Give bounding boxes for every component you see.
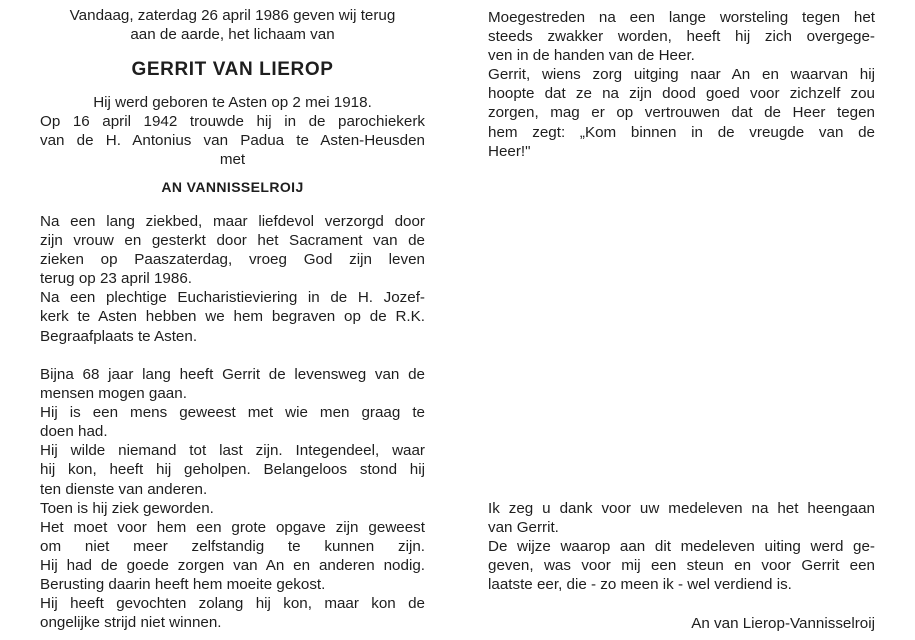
life-paragraph bbox=[40, 365, 425, 632]
text-line: terug op 23 april 1986. bbox=[40, 270, 192, 288]
intro-line: aan de aarde, het lichaam van bbox=[130, 26, 335, 44]
text-line: hoopte dat ze na zijn dood goed voor zichzelf zou bbox=[488, 85, 875, 103]
text-line: Berusting daarin heeft hem moeite gekost. bbox=[40, 576, 326, 594]
text-line: Ik zeg u dank voor uw medeleven na het heengaan bbox=[488, 500, 875, 517]
text-line: Na een lang ziekbed, maar liefdevol verzorgd door bbox=[40, 213, 425, 230]
text-line: Hij heeft gevochten zolang hij kon, maar kon de bbox=[40, 595, 425, 613]
page-title: GERRIT VAN LIEROP bbox=[131, 59, 334, 80]
birth-line: Hij werd geboren te Asten op 2 mei 1918. bbox=[93, 94, 372, 111]
text-line: ongelijke strijd niet winnen. bbox=[40, 614, 222, 632]
signature bbox=[488, 614, 875, 633]
marriage-line: met bbox=[219, 151, 246, 169]
thanks-paragraph bbox=[488, 499, 875, 594]
text-line: om niet meer zelfstandig te kunnen zijn. bbox=[40, 537, 425, 555]
text-line: doen had. bbox=[40, 423, 108, 441]
spouse-name bbox=[40, 178, 425, 197]
text-line: ten dienste van anderen. bbox=[40, 480, 208, 498]
text-line: Toen is hij ziek geworden. bbox=[40, 499, 214, 517]
text-line: Na een plechtige Eucharistieviering in de H. Jozef- bbox=[40, 289, 425, 307]
text-line: Hij wilde niemand tot last zijn. Integendeel, waar bbox=[40, 442, 425, 460]
text-line: hij kon, heeft hij geholpen. Belangeloos stond hij bbox=[40, 461, 425, 479]
text-line: Heer!" bbox=[488, 142, 531, 160]
deceased-name bbox=[40, 58, 425, 82]
text-line: Hij had de goede zorgen van An en anderen nodig. bbox=[40, 556, 425, 574]
text-line: mensen mogen gaan. bbox=[40, 385, 187, 403]
text-line: hem zegt: „Kom binnen in de vreugde van de bbox=[488, 123, 875, 141]
text-line: Bijna 68 jaar lang heeft Gerrit de levensweg van de bbox=[40, 366, 425, 383]
intro-line: Vandaag, zaterdag 26 april 1986 geven wij terug bbox=[69, 7, 396, 24]
text-line: van Gerrit. bbox=[488, 519, 559, 537]
text-line: kerk te Asten hebben we hem begraven op de R.K. bbox=[40, 308, 425, 326]
signature-text: An van Lierop-Vannisselroij bbox=[691, 615, 875, 632]
text-line: zieken op Paaszaterdag, vroeg God zijn leven bbox=[40, 251, 425, 269]
text-line: Het moet voor hem een grote opgave zijn geweest bbox=[40, 518, 425, 536]
text-line: zijn vrouw en gesterkt door het Sacrament van de bbox=[40, 232, 425, 250]
text-line: steeds zwakker worden, heeft hij zich overgege- bbox=[488, 28, 875, 46]
text-line: De wijze waarop aan dit medeleven uiting werd ge- bbox=[488, 538, 875, 556]
marriage-line: Op 16 april 1942 trouwde hij in de parochiekerk bbox=[40, 113, 425, 131]
marriage-line: van de H. Antonius van Padua te Asten-Heusden bbox=[40, 132, 425, 150]
birth-marriage-text bbox=[40, 93, 425, 169]
closing-paragraph bbox=[488, 8, 875, 161]
text-line: zorgen, mag er op vertrouwen dat de Heer tegen bbox=[488, 104, 875, 122]
illness-paragraph bbox=[40, 212, 425, 346]
text-line: Moegestreden na een lange worsteling tegen het bbox=[488, 9, 875, 26]
text-line: laatste eer, die - zo meen ik - wel verdiend is. bbox=[488, 576, 792, 594]
text-line: Begraafplaats te Asten. bbox=[40, 327, 198, 345]
text-line: ven in de handen van de Heer. bbox=[488, 47, 695, 65]
text-line: Gerrit, wiens zorg uitging naar An en waarvan hij bbox=[488, 66, 875, 84]
intro-text bbox=[40, 6, 425, 44]
text-line: Hij is een mens geweest met wie men graag te bbox=[40, 404, 425, 422]
spouse-name-text: AN VANNISSELROIJ bbox=[161, 179, 304, 195]
text-line: geven, was voor mij een steun en voor Gerrit een bbox=[488, 557, 875, 575]
